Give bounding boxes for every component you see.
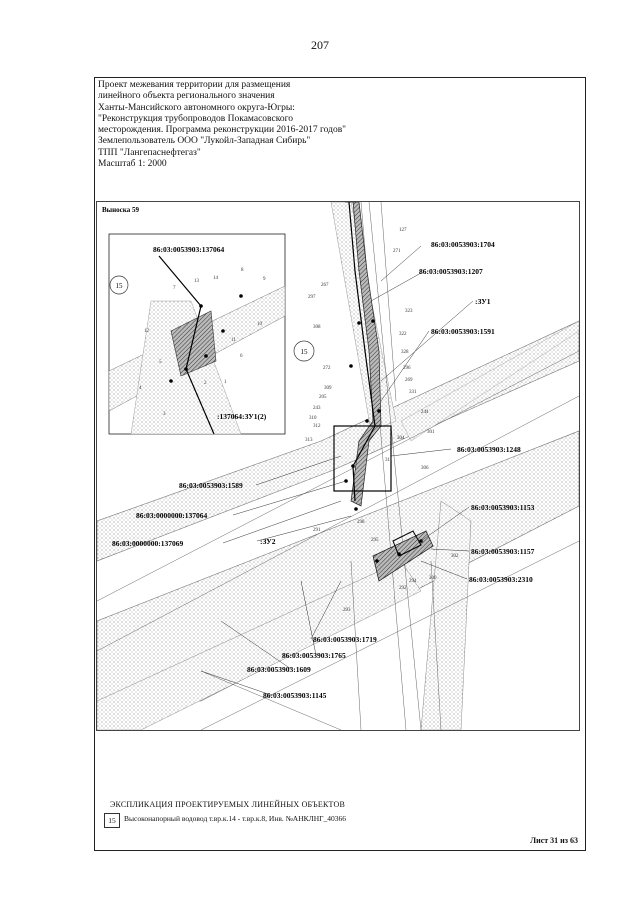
svg-text:302: 302 — [451, 554, 459, 559]
svg-text:2: 2 — [204, 381, 207, 386]
corridor-east — [401, 321, 579, 441]
parcel-label: 86:03:0000000:137069 — [112, 539, 184, 548]
inset-callout — [109, 234, 285, 434]
svg-text:1: 1 — [224, 380, 227, 385]
svg-text:6: 6 — [240, 354, 243, 359]
svg-text:10: 10 — [257, 322, 262, 327]
title-line: Проект межевания территории для размещения — [98, 80, 291, 90]
svg-text:8: 8 — [241, 268, 244, 273]
page-number: 207 — [311, 38, 329, 52]
svg-text:272: 272 — [323, 366, 331, 371]
svg-text:205: 205 — [319, 395, 327, 400]
svg-text:9: 9 — [263, 277, 266, 282]
svg-text:298: 298 — [357, 520, 365, 525]
title-line: месторождения. Программа реконструкции 2016-2017 годов" — [98, 125, 347, 136]
svg-text:308: 308 — [313, 325, 321, 330]
parcel-label: :ЗУ1 — [475, 297, 491, 306]
svg-text:269: 269 — [405, 378, 413, 383]
svg-text:304: 304 — [397, 436, 405, 441]
explication-num: 15 — [104, 813, 120, 828]
svg-text:7: 7 — [173, 286, 176, 291]
parcel-label: 86:03:0053903:1157 — [471, 547, 535, 556]
svg-text:322: 322 — [399, 332, 407, 337]
svg-text:331: 331 — [409, 390, 417, 395]
svg-text:309: 309 — [324, 386, 332, 391]
parcel-label: :ЗУ2 — [260, 537, 276, 546]
svg-text:13: 13 — [194, 279, 199, 284]
svg-text:301: 301 — [427, 430, 435, 435]
title-line: линейного объекта регионального значения — [98, 91, 275, 102]
svg-text:243: 243 — [313, 406, 321, 411]
parcel-label: 86:03:0053903:1591 — [431, 327, 495, 336]
parcel-label: 86:03:0053903:2310 — [469, 575, 533, 584]
svg-text:127: 127 — [399, 228, 407, 233]
parcel-label: 86:03:0053903:1153 — [471, 503, 535, 512]
land-user-line: Землепользователь ООО "Лукойл-Западная Сибирь" — [98, 136, 311, 147]
parcel-label: 86:03:0053903:1719 — [313, 635, 377, 644]
svg-text:296: 296 — [403, 366, 411, 371]
parcel-label: 86:03:0053903:1145 — [263, 691, 327, 700]
svg-text:313: 313 — [305, 438, 313, 443]
svg-text:3: 3 — [163, 412, 166, 417]
svg-text:14: 14 — [213, 276, 218, 281]
title-block — [98, 80, 346, 170]
svg-text:291: 291 — [313, 528, 321, 533]
svg-text:11: 11 — [231, 338, 236, 343]
inset-object-label: 15 — [115, 282, 123, 290]
svg-text:271: 271 — [393, 249, 401, 254]
corridor-north — [331, 202, 396, 431]
scale-line: Масштаб 1: 2000 — [98, 159, 167, 170]
parcel-label: 86:03:0053903:1589 — [179, 481, 243, 490]
sheet-label: Лист 31 из 63 — [530, 836, 578, 845]
object-label: 15 — [300, 348, 308, 356]
explication-title: ЭКСПЛИКАЦИЯ ПРОЕКТИРУЕМЫХ ЛИНЕЙНЫХ ОБЪЕКТОВ — [110, 800, 346, 809]
svg-text:294: 294 — [409, 579, 417, 584]
parcel-label: 86:03:0053903:1207 — [419, 267, 483, 276]
parcel-label: 86:03:0053903:1609 — [247, 665, 311, 674]
svg-text:5: 5 — [159, 360, 162, 365]
parcel-label: 86:03:0000000:137064 — [136, 511, 208, 520]
svg-text:311: 311 — [385, 458, 393, 463]
explication-row — [104, 813, 484, 826]
callout-title: Выноска 59 — [102, 206, 139, 214]
svg-text:312: 312 — [313, 424, 321, 429]
parcel-label: 86:03:0053903:1248 — [457, 445, 521, 454]
svg-text:300: 300 — [429, 576, 437, 581]
svg-text:328: 328 — [401, 350, 409, 355]
inset-parcel-label: 86:03:0053903:137064 — [153, 245, 225, 254]
tpp-line: ТПП "Лангепаснефтегаз" — [98, 147, 201, 158]
svg-text:295: 295 — [371, 538, 379, 543]
title-line: Ханты-Мансийского автономного округа-Югры: — [98, 102, 295, 113]
svg-text:292: 292 — [399, 586, 407, 591]
svg-text:297: 297 — [308, 295, 316, 300]
svg-text:12: 12 — [144, 329, 149, 334]
svg-text:293: 293 — [343, 608, 351, 613]
map-view — [96, 201, 580, 731]
road-corridor-main — [97, 431, 579, 701]
svg-text:323: 323 — [405, 309, 413, 314]
title-line: "Реконструкция трубопроводов Покамасовского — [98, 113, 294, 124]
map-canvas — [97, 202, 579, 730]
parcel-label: 86:03:0053903:1765 — [282, 651, 346, 660]
inset-zu-label: :137064:ЗУ1(2) — [217, 412, 267, 421]
svg-text:310: 310 — [309, 416, 317, 421]
svg-text:4: 4 — [139, 386, 142, 391]
svg-text:267: 267 — [321, 283, 329, 288]
explication-text: Высоконапорный водовод т.вр.к.14 - т.вр.к.8, Инв. №АНКЛНГ_40366 — [124, 814, 346, 823]
svg-text:306: 306 — [421, 466, 429, 471]
svg-text:244: 244 — [421, 410, 429, 415]
parcel-label: 86:03:0053903:1704 — [431, 240, 495, 249]
